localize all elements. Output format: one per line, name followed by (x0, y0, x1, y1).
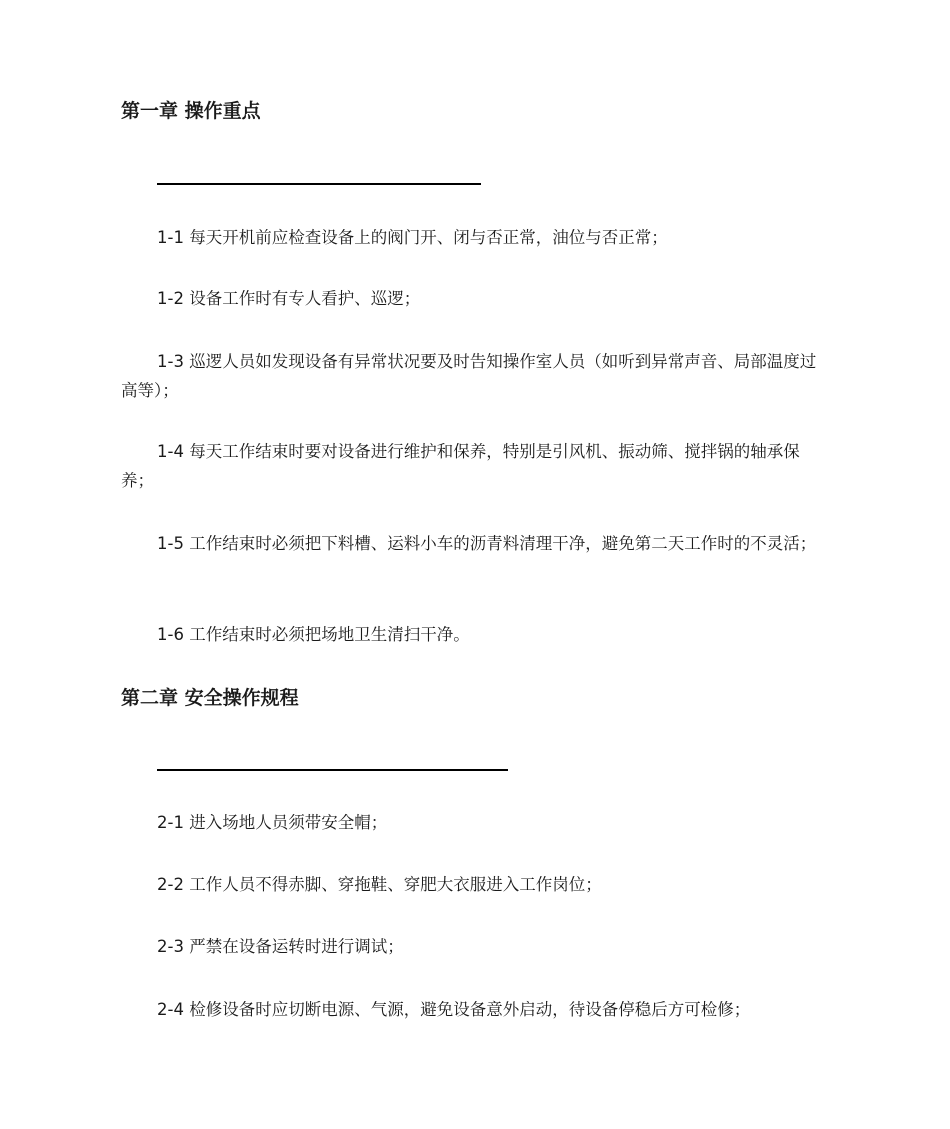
chapter-1-title: 第一章 操作重点 (121, 100, 261, 122)
item-1-5: 1-5 工作结束时必须把下料槽、运料小车的沥青料清理干净，避免第二天工作时的不灵活； (157, 534, 817, 553)
item-1-2: 1-2 设备工作时有专人看护、巡逻； (157, 289, 421, 308)
item-2-1: 2-1 进入场地人员须带安全帽； (157, 813, 388, 832)
item-2-4: 2-4 检修设备时应切断电源、气源，避免设备意外启动，待设备停稳后方可检修； (157, 1000, 751, 1019)
item-1-1: 1-1 每天开机前应检查设备上的阀门开、闭与否正常，油位与否正常； (157, 228, 668, 247)
item-1-6: 1-6 工作结束时必须把场地卫生清扫干净。 (157, 625, 470, 644)
item-1-4: 1-4 每天工作结束时要对设备进行维护和保养，特别是引风机、振动筛、搅拌锅的轴承保养； (121, 442, 800, 490)
chapter-2-title: 第二章 安全操作规程 (121, 687, 299, 709)
chapter-1-divider (157, 183, 481, 185)
item-2-2: 2-2 工作人员不得赤脚、穿拖鞋、穿肥大衣服进入工作岗位； (157, 875, 602, 894)
item-2-3: 2-3 严禁在设备运转时进行调试； (157, 937, 404, 956)
chapter-2-divider (157, 769, 508, 771)
item-1-3: 1-3 巡逻人员如发现设备有异常状况要及时告知操作室人员（如听到异常声音、局部温度过高等）； (121, 352, 817, 400)
